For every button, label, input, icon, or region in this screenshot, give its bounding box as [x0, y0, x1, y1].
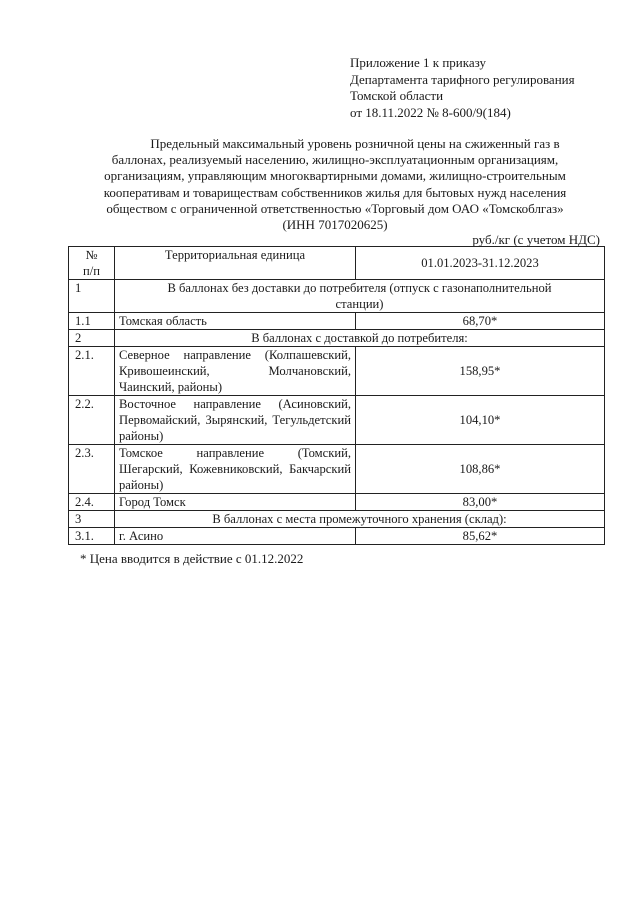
section-row	[69, 280, 605, 313]
table-row	[69, 396, 605, 445]
row-territory: Томская область	[115, 313, 356, 330]
title-line: баллонах, реализуемый населению, жилищно-эксплуатационным организациям,	[111, 152, 559, 168]
row-num: 2.3.	[69, 445, 115, 494]
row-price: 158,95*	[356, 347, 605, 396]
appendix-line: от 18.11.2022 № 8-600/9(184)	[350, 104, 511, 120]
row-num: 2.2.	[69, 396, 115, 445]
appendix-line: Приложение 1 к приказу	[350, 55, 487, 70]
row-territory: Восточное направление (Асиновский, Первомайский, Зырянский, Тегульдетский районы)	[115, 396, 356, 445]
table-row	[69, 313, 605, 330]
row-num: 3.1.	[69, 528, 115, 545]
table-row	[69, 528, 605, 545]
section-row	[69, 330, 605, 347]
title-line: организациям, управляющим многоквартирными домами, жилищно-строительным	[104, 168, 566, 184]
appendix-line: Томской области	[350, 88, 444, 103]
document-title	[80, 136, 590, 233]
table-header-row	[69, 247, 605, 280]
row-territory: Томское направление (Томский, Шегарский, Кожевниковский, Бакчарский районы)	[115, 445, 356, 494]
row-territory: г. Асино	[115, 528, 356, 545]
row-num: 1.1	[69, 313, 115, 330]
footnote: * Цена вводится в действие с 01.12.2022	[80, 551, 304, 566]
units-label: руб./кг (с учетом НДС)	[472, 232, 600, 247]
section-row	[69, 511, 605, 528]
row-price: 104,10*	[356, 396, 605, 445]
price-table	[68, 246, 605, 545]
row-territory: Город Томск	[115, 494, 356, 511]
row-price: 83,00*	[356, 494, 605, 511]
row-price: 68,70*	[356, 313, 605, 330]
table-row	[69, 347, 605, 396]
title-line: (ИНН 7017020625)	[282, 217, 388, 233]
title-line: Предельный максимальный уровень розничной цены на сжиженный газ в	[150, 136, 560, 151]
table-row	[69, 494, 605, 511]
row-territory: Северное направление (Колпашевский, Кривошеинский, Молчановский, Чаинский, районы)	[115, 347, 356, 396]
section-title: В баллонах без доставки до потребителя (отпуск с газонаполнительной станции)	[115, 280, 605, 313]
title-line: кооперативам и товариществам собственников жилья для бытовых нужд населения	[103, 184, 567, 200]
section-num: 3	[69, 511, 115, 528]
section-title: В баллонах с места промежуточного хранения (склад):	[115, 511, 605, 528]
header-period: 01.01.2023-31.12.2023	[356, 247, 605, 280]
section-num: 1	[69, 280, 115, 313]
row-num: 2.1.	[69, 347, 115, 396]
section-title: В баллонах с доставкой до потребителя:	[115, 330, 605, 347]
row-price: 85,62*	[356, 528, 605, 545]
header-num-line: №	[85, 248, 98, 262]
appendix-line: Департамента тарифного регулирования	[350, 71, 575, 87]
table-row	[69, 445, 605, 494]
appendix-block	[350, 55, 620, 121]
header-num	[69, 247, 115, 280]
title-line: обществом с ограниченной ответственностью «Торговый дом ОАО «Томскоблгаз»	[106, 200, 564, 216]
row-num: 2.4.	[69, 494, 115, 511]
header-num-line: п/п	[83, 264, 100, 278]
header-territory: Территориальная единица	[115, 247, 356, 280]
row-price: 108,86*	[356, 445, 605, 494]
section-num: 2	[69, 330, 115, 347]
